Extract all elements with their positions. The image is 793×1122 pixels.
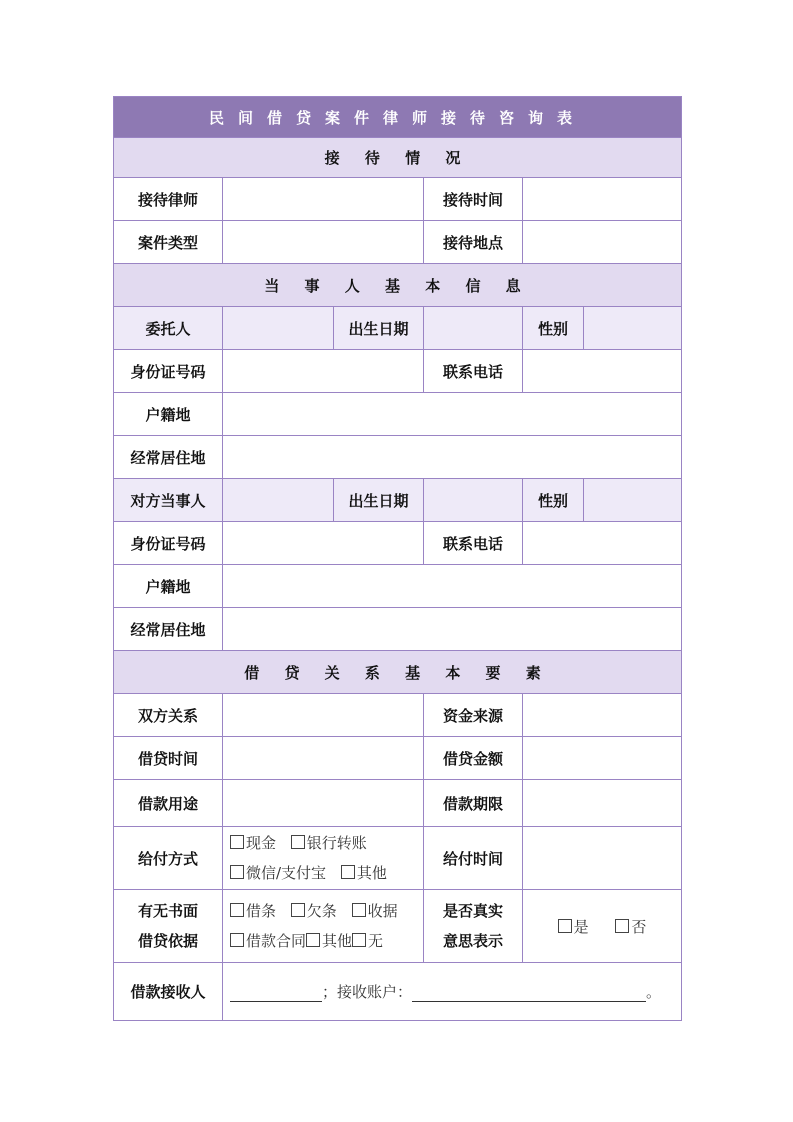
form-title: 民间借贷案件律师接待咨询表 [114, 97, 682, 138]
label-reception-place: 接待地点 [424, 221, 523, 264]
option-yes: 是 [573, 917, 589, 936]
field-fund-source[interactable] [523, 694, 682, 737]
checkbox-debt-note[interactable] [291, 903, 305, 917]
label-loan-amount: 借贷金额 [424, 737, 523, 780]
section-parties: 当 事 人 基 本 信 息 [114, 264, 682, 307]
field-payment-time[interactable] [523, 827, 682, 890]
label-true-intent-line2: 意思表示 [442, 932, 503, 950]
field-loan-time[interactable] [223, 737, 424, 780]
label-client-hukou: 户籍地 [114, 393, 223, 436]
checkbox-receipt[interactable] [352, 903, 366, 917]
field-reception-time[interactable] [523, 178, 682, 221]
label-opponent-phone: 联系电话 [424, 522, 523, 565]
label-true-intent [424, 890, 523, 963]
checkbox-yes[interactable] [558, 919, 572, 933]
label-client-gender: 性别 [523, 307, 584, 350]
field-client-gender[interactable] [584, 307, 682, 350]
label-opponent-gender: 性别 [523, 479, 584, 522]
label-loan-time: 借贷时间 [114, 737, 223, 780]
field-opponent-id[interactable] [223, 522, 424, 565]
label-written-evidence [114, 890, 223, 963]
label-case-type: 案件类型 [114, 221, 223, 264]
label-opponent-residence: 经常居住地 [114, 608, 223, 651]
field-reception-place[interactable] [523, 221, 682, 264]
label-loan-purpose: 借款用途 [114, 780, 223, 827]
checkbox-iou[interactable] [230, 903, 244, 917]
field-receiving-account[interactable] [412, 985, 646, 1002]
section-reception: 接 待 情 况 [114, 138, 682, 178]
option-loan-contract: 借款合同 [246, 932, 307, 950]
option-no: 否 [631, 917, 647, 936]
option-iou: 借条 [246, 902, 277, 920]
label-opponent-id: 身份证号码 [114, 522, 223, 565]
label-client-residence: 经常居住地 [114, 436, 223, 479]
label-fund-source: 资金来源 [424, 694, 523, 737]
payment-method-options [223, 827, 424, 890]
checkbox-evidence-other[interactable] [306, 933, 320, 947]
recipient-separator: ；接收账户： [322, 983, 413, 1001]
written-evidence-options [223, 890, 424, 963]
checkbox-no[interactable] [615, 919, 629, 933]
field-opponent[interactable] [223, 479, 334, 522]
checkbox-loan-contract[interactable] [230, 933, 244, 947]
field-opponent-birth-date[interactable] [424, 479, 523, 522]
label-client-birth-date: 出生日期 [334, 307, 424, 350]
label-reception-time: 接待时间 [424, 178, 523, 221]
checkbox-payment-other[interactable] [341, 865, 355, 879]
label-client: 委托人 [114, 307, 223, 350]
option-bank-transfer: 银行转账 [306, 834, 367, 852]
field-lawyer[interactable] [223, 178, 424, 221]
label-recipient: 借款接收人 [114, 963, 223, 1021]
field-opponent-gender[interactable] [584, 479, 682, 522]
field-loan-term[interactable] [523, 780, 682, 827]
field-recipient[interactable] [230, 985, 322, 1002]
option-wechat-alipay: 微信/支付宝 [246, 864, 327, 882]
option-cash: 现金 [246, 834, 277, 852]
true-intent-options [523, 890, 682, 963]
label-payment-time: 给付时间 [424, 827, 523, 890]
label-client-id: 身份证号码 [114, 350, 223, 393]
option-debt-note: 欠条 [306, 902, 337, 920]
field-case-type[interactable] [223, 221, 424, 264]
label-true-intent-line1: 是否真实 [442, 902, 503, 920]
field-client-hukou[interactable] [223, 393, 682, 436]
checkbox-wechat-alipay[interactable] [230, 865, 244, 879]
label-opponent-hukou: 户籍地 [114, 565, 223, 608]
label-written-evidence-line1: 有无书面 [137, 902, 198, 920]
option-receipt: 收据 [367, 902, 398, 920]
checkbox-cash[interactable] [230, 835, 244, 849]
field-client-id[interactable] [223, 350, 424, 393]
label-client-phone: 联系电话 [424, 350, 523, 393]
recipient-line [223, 963, 682, 1021]
field-opponent-residence[interactable] [223, 608, 682, 651]
field-loan-purpose[interactable] [223, 780, 424, 827]
label-opponent: 对方当事人 [114, 479, 223, 522]
checkbox-bank-transfer[interactable] [291, 835, 305, 849]
field-relationship[interactable] [223, 694, 424, 737]
option-none: 无 [368, 932, 384, 950]
label-written-evidence-line2: 借贷依据 [137, 932, 198, 950]
option-evidence-other: 其他 [322, 932, 353, 950]
section-loan: 借 贷 关 系 基 本 要 素 [114, 651, 682, 694]
option-payment-other: 其他 [356, 864, 387, 882]
label-lawyer: 接待律师 [114, 178, 223, 221]
label-relationship: 双方关系 [114, 694, 223, 737]
field-client-residence[interactable] [223, 436, 682, 479]
field-loan-amount[interactable] [523, 737, 682, 780]
field-client-birth-date[interactable] [424, 307, 523, 350]
checkbox-none[interactable] [352, 933, 366, 947]
label-loan-term: 借款期限 [424, 780, 523, 827]
label-payment-method: 给付方式 [114, 827, 223, 890]
consultation-form [113, 96, 682, 1021]
field-opponent-phone[interactable] [523, 522, 682, 565]
label-opponent-birth-date: 出生日期 [334, 479, 424, 522]
recipient-line-end: 。 [646, 983, 662, 1001]
field-client[interactable] [223, 307, 334, 350]
field-opponent-hukou[interactable] [223, 565, 682, 608]
field-client-phone[interactable] [523, 350, 682, 393]
